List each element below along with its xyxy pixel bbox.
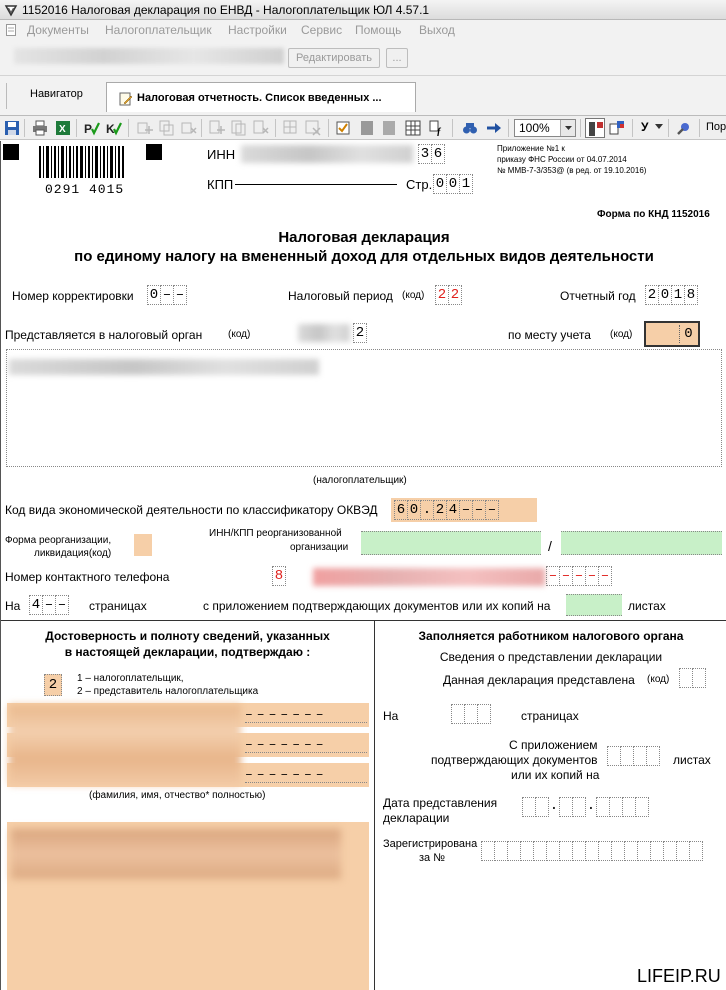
delete-page-icon[interactable] — [253, 120, 269, 136]
svg-text:f: f — [437, 127, 441, 136]
copy-row-icon[interactable] — [159, 120, 175, 136]
reorg-slash: / — [548, 538, 552, 554]
reorg-kpp-field[interactable] — [561, 531, 722, 555]
phone-tail-cells[interactable] — [546, 566, 611, 586]
date-cell[interactable] — [635, 797, 649, 817]
phone-cell[interactable]: – — [572, 566, 586, 586]
confirm-title: Достоверность и полноту сведений, указанных — [45, 629, 330, 643]
period-code-label: (код) — [402, 290, 425, 301]
period-cells[interactable] — [435, 285, 461, 305]
date-cells[interactable] — [522, 797, 648, 817]
phone-cell[interactable]: 8 — [272, 566, 286, 586]
check-p-icon[interactable] — [84, 120, 100, 136]
appendix-line: Приложение №1 к — [497, 144, 565, 153]
toolbar-separator — [76, 119, 77, 137]
okved-cell[interactable]: – — [459, 500, 473, 520]
reg-cell[interactable] — [611, 841, 625, 861]
app-icon — [4, 3, 18, 17]
reg-cell[interactable] — [572, 841, 586, 861]
place-code-value: 0 — [679, 325, 697, 343]
page-label: Стр. — [406, 177, 433, 192]
period-label: Налоговый период — [288, 289, 393, 303]
validate-icon[interactable] — [336, 120, 352, 136]
taxpayer-name-redacted — [9, 359, 319, 375]
presented-label: Данная декларация представлена — [443, 673, 635, 687]
right-pages-cell[interactable] — [451, 704, 465, 724]
menu-item-settings[interactable]: Настройки — [228, 23, 287, 37]
toolbar-separator — [328, 119, 329, 137]
pages-cells[interactable] — [29, 595, 68, 615]
toolbar-separator — [580, 119, 581, 137]
toolbar-separator — [668, 119, 669, 137]
toolbar — [0, 116, 726, 140]
confirm-option: 1 – налогоплательщик, — [77, 673, 184, 684]
reg-cell[interactable] — [689, 841, 703, 861]
svg-text:K: K — [106, 122, 115, 136]
reorg-inn-field[interactable] — [361, 531, 541, 555]
toolbar-separator — [632, 119, 633, 137]
date-label: Дата представления — [383, 796, 498, 810]
date-cell[interactable] — [596, 797, 610, 817]
pages-suffix: страницах — [89, 599, 147, 613]
delete-section-icon[interactable] — [305, 120, 321, 136]
date-cell[interactable] — [559, 797, 573, 817]
tax-organ-cells[interactable] — [353, 323, 366, 343]
save-icon[interactable] — [4, 120, 20, 136]
fio-redacted — [9, 705, 241, 785]
title-bar — [0, 0, 726, 20]
toolbar-separator — [128, 119, 129, 137]
date-dot: . — [549, 798, 559, 814]
form-subtitle: по единому налогу на вмененный доход для отдельных видов деятельности — [74, 248, 654, 265]
right-pages-suffix: страницах — [521, 709, 579, 723]
menu-bar — [0, 20, 726, 40]
reorg-inn-label: ИНН/КПП реорганизованной — [209, 528, 342, 539]
menu-item-exit[interactable]: Выход — [419, 23, 455, 37]
reg-cell[interactable] — [637, 841, 651, 861]
toolbar-separator — [508, 119, 509, 137]
appendix-line: № ММВ-7-3/353@ (в ред. от 19.10.2016) — [497, 166, 647, 175]
corner-marker — [146, 144, 162, 160]
tax-organ-cell[interactable]: 2 — [353, 323, 367, 343]
reg-cell[interactable] — [676, 841, 690, 861]
period-cell[interactable]: 2 — [448, 285, 462, 305]
reg-cell[interactable] — [533, 841, 547, 861]
year-cell[interactable]: 2 — [645, 285, 659, 305]
copy-page-icon[interactable] — [231, 120, 247, 136]
right-pages-cell[interactable] — [477, 704, 491, 724]
correction-cell[interactable]: – — [173, 285, 187, 305]
reg-cell[interactable] — [650, 841, 664, 861]
inn-label: ИНН — [207, 147, 236, 162]
document-icon — [6, 24, 16, 36]
page-cell[interactable]: 1 — [459, 174, 473, 194]
page-cells[interactable] — [433, 174, 472, 194]
correction-label: Номер корректировки — [12, 289, 134, 303]
place-code-label: (код) — [610, 329, 633, 340]
document-info-bar — [0, 40, 726, 76]
presented-code-cell[interactable] — [692, 668, 706, 688]
okved-cell[interactable]: 6 — [394, 500, 408, 520]
phone-cell[interactable]: – — [546, 566, 560, 586]
reg-label: Зарегистрирована — [383, 838, 478, 850]
declaration-form — [0, 141, 726, 990]
column-divider — [374, 620, 375, 990]
fio-dashes: ––––––– — [245, 767, 367, 783]
inn-cell[interactable]: 3 — [418, 144, 432, 164]
grid-icon[interactable] — [405, 120, 421, 136]
add-section-icon[interactable] — [283, 120, 299, 136]
reg-cell[interactable] — [520, 841, 534, 861]
year-cell[interactable]: 1 — [671, 285, 685, 305]
tools-icon[interactable] — [676, 120, 692, 136]
add-page-icon[interactable] — [209, 120, 225, 136]
reg-cell[interactable] — [507, 841, 521, 861]
find-icon[interactable] — [462, 120, 478, 136]
correction-cells[interactable] — [147, 285, 186, 305]
pages-cell[interactable]: 4 — [29, 595, 43, 615]
year-cell[interactable]: 0 — [658, 285, 672, 305]
date-cell[interactable] — [522, 797, 536, 817]
tax-organ-code-label: (код) — [228, 329, 251, 340]
layout-icon — [588, 121, 604, 137]
year-cell[interactable]: 8 — [684, 285, 698, 305]
confirm-title: в настоящей декларации, подтверждаю : — [64, 645, 311, 659]
chevron-down-icon[interactable] — [560, 120, 575, 136]
okved-cell[interactable]: – — [472, 500, 486, 520]
toolbar-separator — [24, 119, 25, 137]
with-attach-label: подтверждающих документов — [431, 753, 598, 767]
reorg-label: ликвидация(код) — [34, 548, 112, 559]
reg-cell[interactable] — [598, 841, 612, 861]
window-title: 1152016 Налоговая декларация по ЕНВД - Налогоплательщик ЮЛ 4.57.1 — [22, 3, 430, 17]
with-attach-label: С приложением — [509, 738, 598, 752]
page-cell[interactable]: 0 — [433, 174, 447, 194]
layout-toggle[interactable] — [585, 118, 605, 138]
right-subtitle: Сведения о представлении декларации — [439, 650, 663, 664]
representative-doc-redacted — [11, 829, 341, 879]
date-cell[interactable] — [609, 797, 623, 817]
reg-cell[interactable] — [546, 841, 560, 861]
date-dot: . — [586, 798, 596, 814]
phone-redacted — [313, 568, 545, 586]
inn-tail-cells[interactable] — [418, 144, 444, 164]
more-button[interactable]: ... — [386, 48, 408, 68]
okved-cell[interactable]: . — [420, 500, 434, 520]
reg-cell[interactable] — [494, 841, 508, 861]
gray-block-icon[interactable] — [359, 120, 375, 136]
okved-cell[interactable]: – — [485, 500, 499, 520]
with-attach-label: или их копий на — [511, 768, 600, 782]
taxpayer-caption: (налогоплательщик) — [313, 475, 407, 486]
form-title: Налоговая декларация — [278, 229, 450, 246]
document-name-field — [14, 48, 284, 64]
menu-item-documents[interactable]: Документы — [27, 23, 89, 37]
edit-button[interactable]: Редактировать — [288, 48, 380, 68]
presented-code-cells[interactable] — [679, 668, 705, 688]
toolbar-separator — [275, 119, 276, 137]
reg-label: за № — [419, 852, 446, 864]
inn-redacted — [241, 145, 413, 163]
document-edit-icon — [119, 92, 133, 106]
corner-marker — [3, 144, 19, 160]
toolbar-separator — [452, 119, 453, 137]
date-cell[interactable] — [622, 797, 636, 817]
phone-cell[interactable]: – — [598, 566, 612, 586]
period-cell[interactable]: 2 — [435, 285, 449, 305]
tax-organ-redacted — [298, 324, 350, 342]
tab-active[interactable] — [106, 82, 416, 112]
kpp-label: КПП — [207, 177, 234, 192]
phone-cells[interactable] — [272, 566, 285, 586]
date-label: декларации — [383, 811, 450, 825]
excel-icon[interactable] — [55, 120, 71, 136]
right-pages-prefix: На — [383, 709, 399, 723]
toolbar-separator — [201, 119, 202, 137]
svg-text:X: X — [59, 124, 66, 135]
tax-organ-label: Представляется в налоговый орган — [5, 328, 203, 342]
reg-cell[interactable] — [559, 841, 573, 861]
kpp-empty-line[interactable] — [235, 184, 397, 185]
okved-cell[interactable]: 4 — [446, 500, 460, 520]
tab-navigator[interactable]: Навигатор — [30, 88, 83, 100]
year-label: Отчетный год — [560, 289, 636, 303]
gray-block-icon[interactable] — [381, 120, 397, 136]
chevron-down-icon[interactable] — [655, 124, 663, 130]
pages-cell[interactable]: – — [55, 595, 69, 615]
presented-code-label: (код) — [647, 674, 670, 685]
phone-label: Номер контактного телефона — [5, 570, 170, 584]
with-attach-cells[interactable] — [607, 746, 659, 766]
tabs-bar — [0, 76, 726, 116]
right-title: Заполняется работником налогового органа — [418, 629, 684, 643]
reg-cell[interactable] — [481, 841, 495, 861]
correction-cell[interactable]: – — [160, 285, 174, 305]
print-icon[interactable] — [32, 120, 48, 136]
pages-cell[interactable]: – — [42, 595, 56, 615]
fio-dashes: ––––––– — [245, 737, 367, 753]
reg-cell[interactable] — [663, 841, 677, 861]
pages-prefix: На — [5, 599, 21, 613]
por-button[interactable]: Пор — [706, 121, 726, 133]
phone-cell[interactable]: – — [559, 566, 573, 586]
svg-text:P: P — [84, 122, 93, 136]
right-pages-cell[interactable] — [464, 704, 478, 724]
menu-item-service[interactable]: Сервис — [301, 23, 343, 37]
okved-cells[interactable] — [394, 500, 498, 520]
inn-cell[interactable]: 6 — [431, 144, 445, 164]
reg-cell[interactable] — [585, 841, 599, 861]
with-attach-cell[interactable] — [607, 746, 621, 766]
reg-cell[interactable] — [624, 841, 638, 861]
reorg-label: Форма реорганизации, — [5, 535, 112, 546]
add-row-icon[interactable] — [137, 120, 153, 136]
date-cell[interactable] — [572, 797, 586, 817]
place-code-field[interactable] — [644, 321, 700, 347]
appendix-line: приказу ФНС России от 04.07.2014 — [497, 155, 627, 164]
watermark: LIFEIP.RU — [637, 966, 721, 986]
attach-suffix: листах — [628, 599, 666, 613]
knd-code: Форма по КНД 1152016 — [597, 209, 710, 220]
with-attach-cell[interactable] — [620, 746, 634, 766]
menu-item-help[interactable]: Помощь — [355, 23, 402, 37]
tab-active-label: Налоговая отчетность. Список введенных ... — [137, 92, 382, 104]
fio-dashes: ––––––– — [245, 707, 367, 723]
right-pages-cells[interactable] — [451, 704, 490, 724]
section-divider — [1, 620, 726, 621]
okved-cell[interactable]: 2 — [433, 500, 447, 520]
confirm-option: 2 – представитель налогоплательщика — [77, 686, 259, 697]
with-attach-cell[interactable] — [633, 746, 647, 766]
reorg-code-field[interactable] — [134, 534, 152, 556]
correction-cell[interactable]: 0 — [147, 285, 161, 305]
date-cell[interactable] — [535, 797, 549, 817]
page-cell[interactable]: 0 — [446, 174, 460, 194]
layout-alt-icon[interactable] — [609, 120, 625, 136]
u-dropdown[interactable]: У — [641, 120, 649, 134]
toolbar-separator — [699, 119, 700, 137]
zoom-value: 100% — [519, 121, 550, 135]
find-next-icon[interactable] — [486, 120, 502, 136]
delete-row-icon[interactable] — [181, 120, 197, 136]
phone-cell[interactable]: – — [585, 566, 599, 586]
reg-cells[interactable] — [481, 841, 702, 861]
tab-divider — [6, 83, 7, 109]
confirm-field[interactable]: 2 — [44, 674, 62, 696]
okved-cell[interactable]: 0 — [407, 500, 421, 520]
okved-label: Код вида экономической деятельности по классификатору ОКВЭД — [5, 503, 378, 517]
presented-code-cell[interactable] — [679, 668, 693, 688]
barcode-number: 0291 4015 — [45, 182, 125, 197]
zoom-select[interactable] — [514, 119, 576, 137]
with-attach-suffix: листах — [673, 753, 711, 767]
reorg-inn-label: организации — [290, 542, 349, 553]
year-cells[interactable] — [645, 285, 697, 305]
check-k-icon[interactable] — [106, 120, 122, 136]
with-attach-cell[interactable] — [646, 746, 660, 766]
fio-caption: (фамилия, имя, отчество* полностью) — [89, 790, 266, 801]
formula-icon[interactable] — [429, 120, 445, 136]
menu-item-taxpayer[interactable]: Налогоплательщик — [105, 23, 212, 37]
attach-label: с приложением подтверждающих документов или их копий на — [203, 599, 551, 613]
place-label: по месту учета — [508, 328, 591, 342]
attach-sheets-field[interactable] — [566, 594, 622, 616]
